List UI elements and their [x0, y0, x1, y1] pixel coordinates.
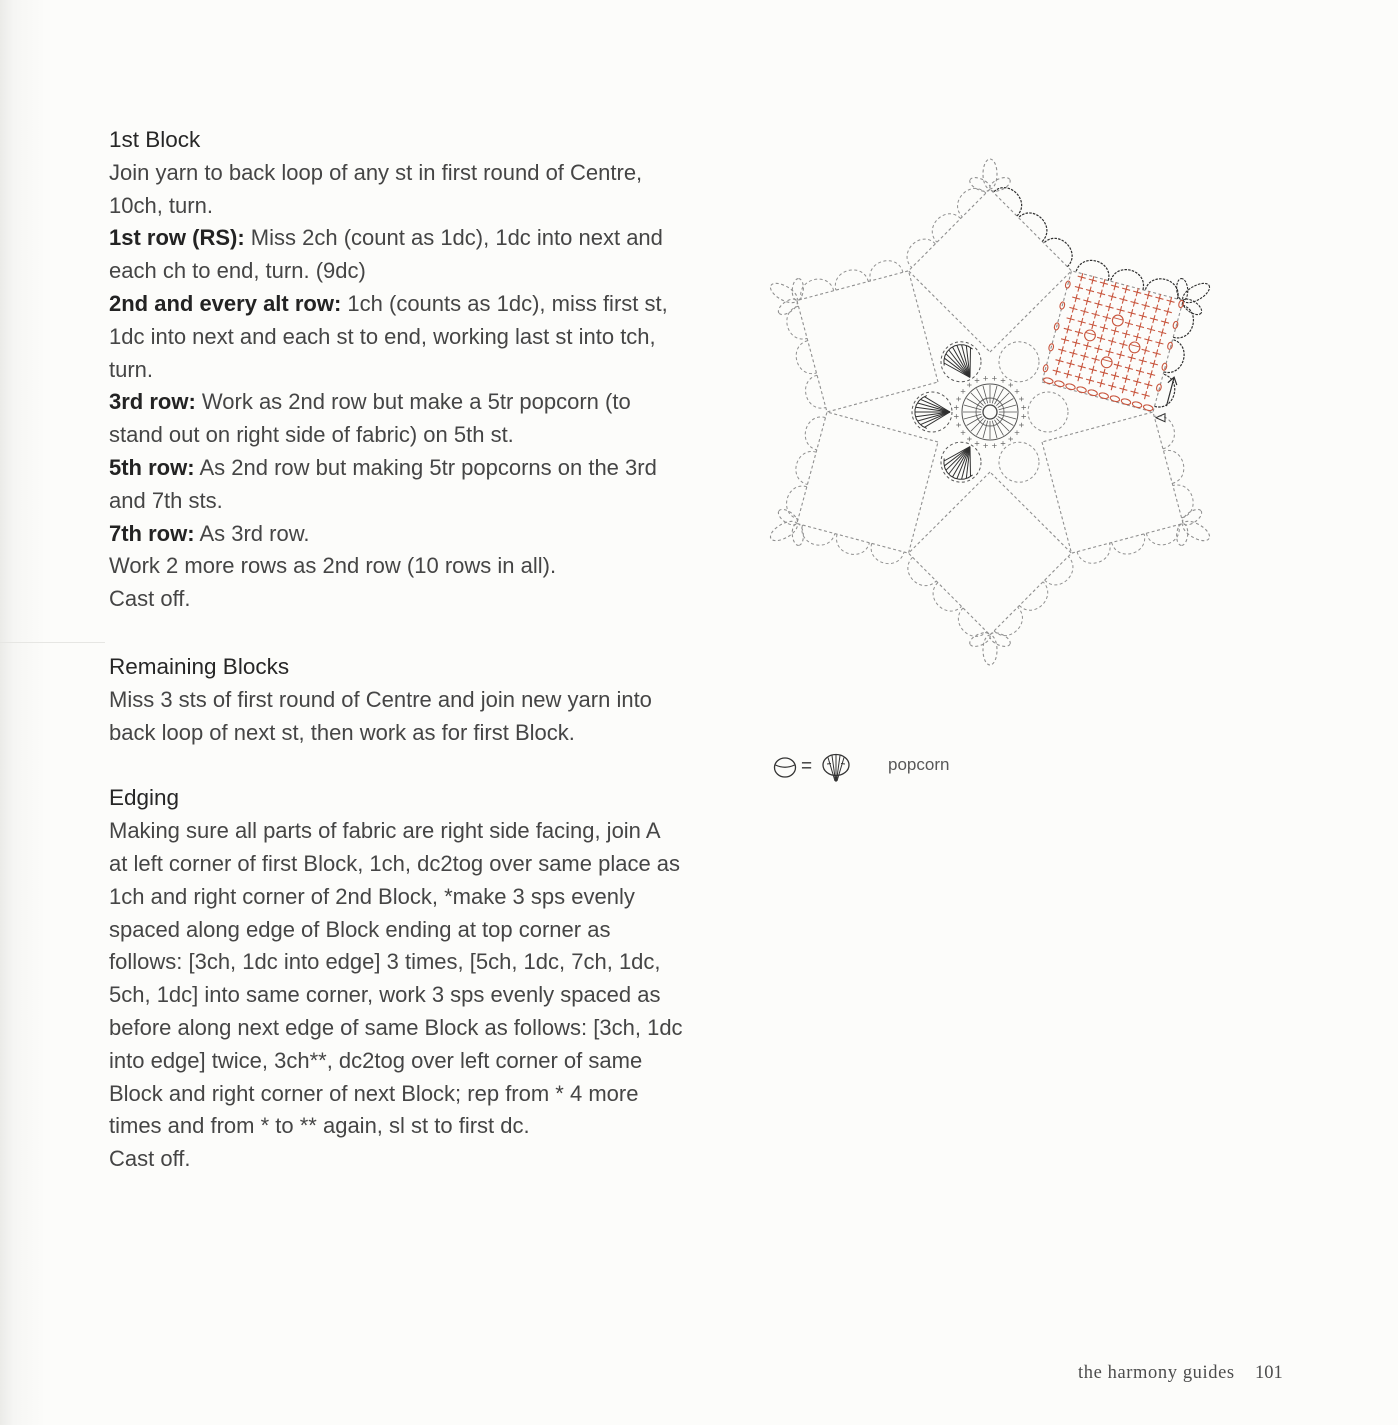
dc-stitch — [1067, 315, 1075, 323]
foundation-chain-stitch — [1143, 404, 1154, 412]
dc-stitch — [1094, 345, 1102, 353]
dc-stitch — [1058, 346, 1066, 354]
line-text: Work as 2nd row but make a 5tr popcorn (to — [195, 389, 631, 415]
instruction-section-edging — [109, 782, 739, 1176]
instruction-line — [109, 452, 739, 485]
section-heading: 1st Block — [109, 127, 201, 152]
line-text: Join yarn to back loop of any st in first round of Centre, — [109, 159, 643, 185]
centre-dc-stitch — [1019, 397, 1024, 402]
instruction-line — [109, 848, 739, 881]
popcorn-stitch-bar — [1103, 359, 1112, 361]
dc-stitch — [1133, 378, 1141, 386]
centre-dc-stitch — [1015, 430, 1020, 435]
dc-stitch — [1119, 296, 1127, 304]
line-text: before along next edge of same Block as follows: [3ch, 1dc — [109, 1014, 683, 1040]
dc-stitch — [1097, 334, 1105, 342]
instruction-line — [109, 485, 739, 518]
popcorn-stitch-bar — [1114, 318, 1123, 320]
crochet-motif-diagram — [755, 140, 1245, 700]
popcorn-stitch-icon — [821, 751, 851, 785]
dc-stitch — [1114, 361, 1122, 369]
foundation-chain-stitch — [1043, 377, 1054, 385]
dc-stitch — [1100, 369, 1108, 377]
petal-stitch-top — [915, 414, 916, 419]
line-text: Block and right corner of next Block; rep from * 4 more — [109, 1080, 639, 1106]
dc-stitch — [1097, 379, 1105, 387]
edging-scallop — [907, 239, 935, 267]
dc-stitch — [1133, 288, 1141, 296]
edging-scallop — [958, 188, 986, 216]
centre-dc-stitch — [983, 376, 988, 381]
edging-scallop — [994, 607, 1022, 635]
dc-stitch — [1108, 382, 1116, 390]
centre-dc-stitch — [975, 378, 980, 383]
instruction-line — [109, 354, 739, 387]
page-crease — [0, 642, 105, 643]
dc-stitch — [1111, 327, 1119, 335]
instruction-line — [109, 1045, 739, 1078]
dc-stitch — [1078, 363, 1086, 371]
centre-petal — [999, 442, 1039, 482]
instruction-line — [109, 518, 739, 551]
dc-stitch — [1153, 349, 1161, 357]
line-text: spaced along edge of Block ending at top corner as — [109, 916, 611, 942]
dc-stitch — [1131, 388, 1139, 396]
line-text: 5ch, 1dc] into same corner, work 3 sps evenly spaced as — [109, 982, 661, 1008]
dc-stitch — [1069, 349, 1077, 357]
section-heading: Edging — [109, 785, 180, 811]
centre-dc-stitch — [956, 423, 961, 428]
line-text: each ch to end, turn. (9dc) — [109, 258, 366, 284]
petal-stitch-top — [944, 356, 945, 361]
instruction-line — [109, 157, 739, 190]
instruction-line — [109, 288, 739, 321]
petal-tr-stitch — [970, 447, 971, 477]
petal-stitch-top — [945, 352, 947, 356]
instruction-line — [109, 1110, 739, 1143]
dc-stitch — [1139, 357, 1147, 365]
instruction-line — [109, 1012, 739, 1045]
instruction-line — [109, 386, 739, 419]
centre-dc-stitch — [1008, 383, 1013, 388]
dc-stitch — [1144, 291, 1152, 299]
picot-loop — [983, 635, 997, 665]
centre-tr-stitch — [971, 393, 984, 406]
centre-inner-ring — [983, 405, 997, 419]
centre-dc-stitch — [954, 405, 959, 410]
edging-scallop — [1076, 260, 1109, 280]
line-text: 10ch, turn. — [109, 192, 213, 218]
turning-chain — [1167, 342, 1173, 350]
dc-stitch — [1136, 367, 1144, 375]
line-text: 1dc into next and each st to end, working last st into tch, — [109, 323, 656, 349]
foundation-chain-stitch — [1054, 380, 1065, 388]
instruction-line — [109, 684, 739, 717]
edging-scallop — [933, 583, 961, 611]
edging-scallop — [1044, 238, 1072, 266]
corner-picot-cluster — [767, 278, 804, 318]
petal-tr-stitch — [918, 403, 950, 412]
instruction-section-first-block — [109, 124, 739, 616]
dc-stitch — [1150, 315, 1158, 323]
instruction-line — [109, 550, 739, 583]
dc-stitch — [1067, 360, 1075, 368]
line-text: back loop of next st, then work as for first Block. — [109, 719, 575, 745]
edging-scallop — [796, 451, 816, 484]
dc-stitch — [1081, 308, 1089, 316]
dc-stitch — [1064, 370, 1072, 378]
centre-dc-stitch — [967, 383, 972, 388]
dc-stitch — [1150, 360, 1158, 368]
edging-scallop — [1077, 543, 1110, 563]
edging-scallop — [908, 557, 936, 585]
dc-stitch — [1122, 330, 1130, 338]
dc-stitch — [1081, 352, 1089, 360]
dc-stitch — [1136, 323, 1144, 331]
dc-stitch — [1108, 337, 1116, 345]
dc-stitch — [1142, 346, 1150, 354]
turning-chain — [1156, 384, 1162, 392]
edging-scallop — [932, 214, 960, 242]
dc-stitch — [1092, 311, 1100, 319]
line-text: Cast off. — [109, 1146, 191, 1172]
edging-scallop — [1045, 556, 1073, 584]
block-2-outline — [909, 189, 1072, 352]
line-text: As 3rd row. — [194, 520, 310, 546]
edging-scallop — [870, 261, 903, 281]
dc-stitch — [1111, 372, 1119, 380]
popcorn-stitch-bar — [1130, 345, 1139, 347]
instruction-line — [109, 1078, 739, 1111]
dc-stitch — [1092, 355, 1100, 363]
edging-scallop — [1154, 416, 1174, 449]
dc-stitch — [1075, 284, 1083, 292]
dc-stitch — [1161, 318, 1169, 326]
turning-chain — [1161, 363, 1167, 371]
dc-stitch — [1142, 391, 1150, 399]
petal-tr-stitch — [925, 397, 951, 412]
dc-stitch — [1083, 297, 1091, 305]
popcorn-stitch — [1085, 330, 1096, 341]
centre-dc-stitch — [1001, 441, 1006, 446]
dc-stitch — [1147, 370, 1155, 378]
corner-picot-cluster — [1176, 506, 1213, 546]
petal-tr-stitch — [970, 348, 971, 378]
dc-stitch — [1125, 364, 1133, 372]
block-6-outline — [1042, 412, 1183, 553]
line-text: follows: [3ch, 1dc into edge] 3 times, [5ch, 1dc, 7ch, 1dc, — [109, 949, 661, 975]
dc-stitch — [1119, 340, 1127, 348]
centre-petal — [999, 342, 1039, 382]
instruction-line — [109, 222, 739, 255]
line-text: stand out on right side of fabric) on 5th st. — [109, 422, 514, 448]
dc-stitch — [1075, 373, 1083, 381]
centre-dc-stitch — [1021, 414, 1026, 419]
dc-stitch — [1158, 329, 1166, 337]
section-heading: Remaining Blocks — [109, 653, 290, 679]
edging-scallop — [958, 608, 986, 636]
line-text: Miss 3 sts of first round of Centre and join new yarn into — [109, 686, 652, 712]
corner-picot-cluster — [1176, 278, 1213, 318]
row-label: 2nd and every alt row: — [109, 290, 342, 316]
edging-scallop — [835, 270, 868, 290]
centre-petal — [1028, 392, 1068, 432]
centre-dc-stitch — [1021, 405, 1026, 410]
dc-stitch — [1086, 376, 1094, 384]
instruction-section-remaining-blocks — [109, 651, 739, 749]
row-label: 7th row: — [109, 520, 195, 546]
dc-stitch — [1167, 297, 1175, 305]
legend-equals: = — [801, 756, 813, 777]
turning-chain — [1178, 300, 1184, 308]
instruction-line — [109, 881, 739, 914]
petal-stitch-top — [915, 405, 916, 410]
dc-stitch — [1128, 354, 1136, 362]
dc-stitch — [1142, 302, 1150, 310]
dc-stitch — [1089, 321, 1097, 329]
instruction-line — [109, 190, 739, 223]
row-label: 5th row: — [109, 454, 195, 480]
crochet-blocks — [797, 189, 1183, 635]
edging-scallop — [871, 543, 904, 563]
centre-dc-stitch — [1008, 437, 1013, 442]
centre-dc-stitch — [983, 443, 988, 448]
dc-stitch — [1139, 312, 1147, 320]
line-text: turn. — [109, 356, 154, 382]
foundation-chain-stitch — [1110, 395, 1121, 403]
petal-stitch-top — [944, 463, 945, 468]
line-text: Miss 2ch (count as 1dc), 1dc into next and — [244, 225, 663, 251]
first-block-stitch-grid — [1043, 273, 1185, 411]
dc-stitch — [1097, 290, 1105, 298]
edging-scallop — [1112, 534, 1145, 554]
edging-scallop — [805, 417, 825, 450]
petal-tr-stitch — [918, 412, 950, 421]
centre-dc-stitch — [975, 441, 980, 446]
dc-stitch — [1064, 325, 1072, 333]
block-5-outline — [909, 472, 1072, 635]
dc-stitch — [1056, 357, 1064, 365]
line-text: As 2nd row but making 5tr popcorns on the 3rd — [194, 454, 657, 480]
line-text: and 7th sts. — [109, 487, 223, 513]
edging-scallop — [787, 306, 807, 339]
edging-scallop — [1173, 485, 1193, 518]
row-label: 1st row (RS): — [109, 225, 245, 251]
dc-stitch — [1069, 305, 1077, 313]
instruction-line — [109, 321, 739, 354]
popcorn-chart-symbol-icon — [773, 755, 797, 779]
series-title: the harmony guides — [1078, 1363, 1235, 1383]
dc-stitch — [1122, 375, 1130, 383]
dc-stitch — [1053, 367, 1061, 375]
petal-stitch-top — [955, 345, 960, 346]
dc-stitch — [1083, 342, 1091, 350]
picot-loop — [1180, 296, 1204, 318]
foundation-chain-stitch — [1087, 389, 1098, 397]
line-text: 1ch (counts as 1dc), miss first st, — [341, 290, 668, 316]
popcorn-stitch — [1112, 315, 1123, 326]
dc-stitch — [1072, 339, 1080, 347]
centre-dc-stitch — [961, 430, 966, 435]
page-number: 101 — [1255, 1363, 1283, 1383]
centre-tr-stitch — [996, 393, 1009, 406]
edging-scallop — [1019, 213, 1047, 241]
line-text: Making sure all parts of fabric are right side facing, join A — [109, 818, 661, 844]
dc-stitch — [1078, 318, 1086, 326]
dc-stitch — [1072, 294, 1080, 302]
dc-stitch — [1155, 339, 1163, 347]
dc-stitch — [1131, 299, 1139, 307]
centre-dc-stitch — [992, 443, 997, 448]
edging-scallop — [787, 486, 807, 519]
centre-dc-stitch — [1019, 423, 1024, 428]
centre-dc-stitch — [992, 376, 997, 381]
dc-stitch — [1094, 300, 1102, 308]
dc-stitch — [1144, 381, 1152, 389]
petal-stitch-top — [955, 478, 960, 479]
block-3-outline — [797, 271, 938, 412]
dc-stitch — [1108, 293, 1116, 301]
instruction-line — [109, 815, 739, 848]
dc-stitch — [1144, 336, 1152, 344]
corner-picot-cluster — [767, 506, 804, 546]
row-label: 3rd row: — [109, 389, 196, 415]
line-text: times and from * to ** again, sl st to first dc. — [109, 1113, 530, 1139]
instruction-line — [109, 1143, 739, 1176]
centre-tr-stitch — [971, 418, 984, 431]
dc-stitch — [1106, 303, 1114, 311]
dc-stitch — [1086, 287, 1094, 295]
dc-stitch — [1125, 320, 1133, 328]
instruction-line — [109, 255, 739, 288]
edging-scallop — [993, 188, 1021, 216]
popcorn-stitch — [1101, 357, 1112, 368]
popcorn-stitch — [1129, 342, 1140, 353]
petal-stitch-top — [945, 468, 947, 472]
direction-arrow — [1166, 377, 1174, 406]
dc-stitch — [1117, 351, 1125, 359]
foundation-chain-stitch — [1121, 398, 1132, 406]
popcorn-stitch-bar — [1086, 333, 1095, 335]
edging-scallop — [801, 279, 834, 299]
centre-dc-stitch — [967, 437, 972, 442]
edging-scallop — [796, 341, 816, 374]
centre-dc-stitch — [961, 389, 966, 394]
picot-loop — [983, 159, 997, 189]
dc-stitch — [1089, 366, 1097, 374]
dc-stitch — [1119, 385, 1127, 393]
dc-stitch — [1106, 348, 1114, 356]
picot-loop — [776, 506, 800, 528]
instruction-line — [109, 717, 739, 750]
picot-loop — [1180, 279, 1213, 306]
dc-stitch — [1153, 305, 1161, 313]
dc-stitch — [1075, 328, 1083, 336]
instructions-column — [109, 124, 739, 1176]
dc-stitch — [1164, 308, 1172, 316]
edging-scallop — [806, 375, 826, 408]
line-text: 1ch and right corner of 2nd Block, *make 3 sps evenly — [109, 883, 635, 909]
start-marker — [1156, 414, 1165, 422]
block-4-outline — [797, 412, 938, 553]
edging-scallop — [1019, 582, 1047, 610]
instruction-line — [109, 946, 739, 979]
centre-dc-stitch — [1001, 378, 1006, 383]
dc-stitch — [1128, 309, 1136, 317]
foundation-chain-stitch — [1065, 383, 1076, 391]
centre-tr-stitch — [996, 418, 1009, 431]
edging-scallops — [767, 159, 1212, 665]
dc-stitch — [1155, 294, 1163, 302]
line-text: Work 2 more rows as 2nd row (10 rows in all). — [109, 553, 557, 579]
dc-stitch — [1100, 324, 1108, 332]
instruction-line — [109, 914, 739, 947]
petal-tr-stitch — [925, 412, 951, 427]
centre-flower — [912, 342, 1068, 482]
foundation-chain-stitch — [1098, 392, 1109, 400]
line-text: into edge] twice, 3ch**, dc2tog over left corner of same — [109, 1047, 643, 1073]
turning-chain — [1172, 321, 1178, 329]
instruction-line — [109, 979, 739, 1012]
dc-stitch — [1147, 326, 1155, 334]
centre-dc-stitch — [1015, 389, 1020, 394]
line-text: at left corner of first Block, 1ch, dc2tog over same place as — [109, 850, 681, 876]
instruction-line — [109, 419, 739, 452]
centre-dc-stitch — [954, 414, 959, 419]
instruction-line — [109, 583, 739, 616]
edging-scallop — [836, 534, 869, 554]
dc-stitch — [1061, 336, 1069, 344]
edging-scallop — [1164, 450, 1184, 483]
legend-label: popcorn — [888, 755, 950, 774]
picot-loop — [791, 278, 804, 301]
line-text: Cast off. — [109, 586, 191, 612]
edging-scallop — [802, 525, 835, 545]
dc-stitch — [1117, 306, 1125, 314]
dc-stitch — [1133, 333, 1141, 341]
dc-stitch — [1103, 314, 1111, 322]
foundation-chain-stitch — [1076, 386, 1087, 394]
centre-dc-stitch — [956, 397, 961, 402]
edging-scallop — [1146, 525, 1179, 545]
picot-loop — [1176, 523, 1189, 546]
foundation-chain-stitch — [1132, 401, 1143, 409]
